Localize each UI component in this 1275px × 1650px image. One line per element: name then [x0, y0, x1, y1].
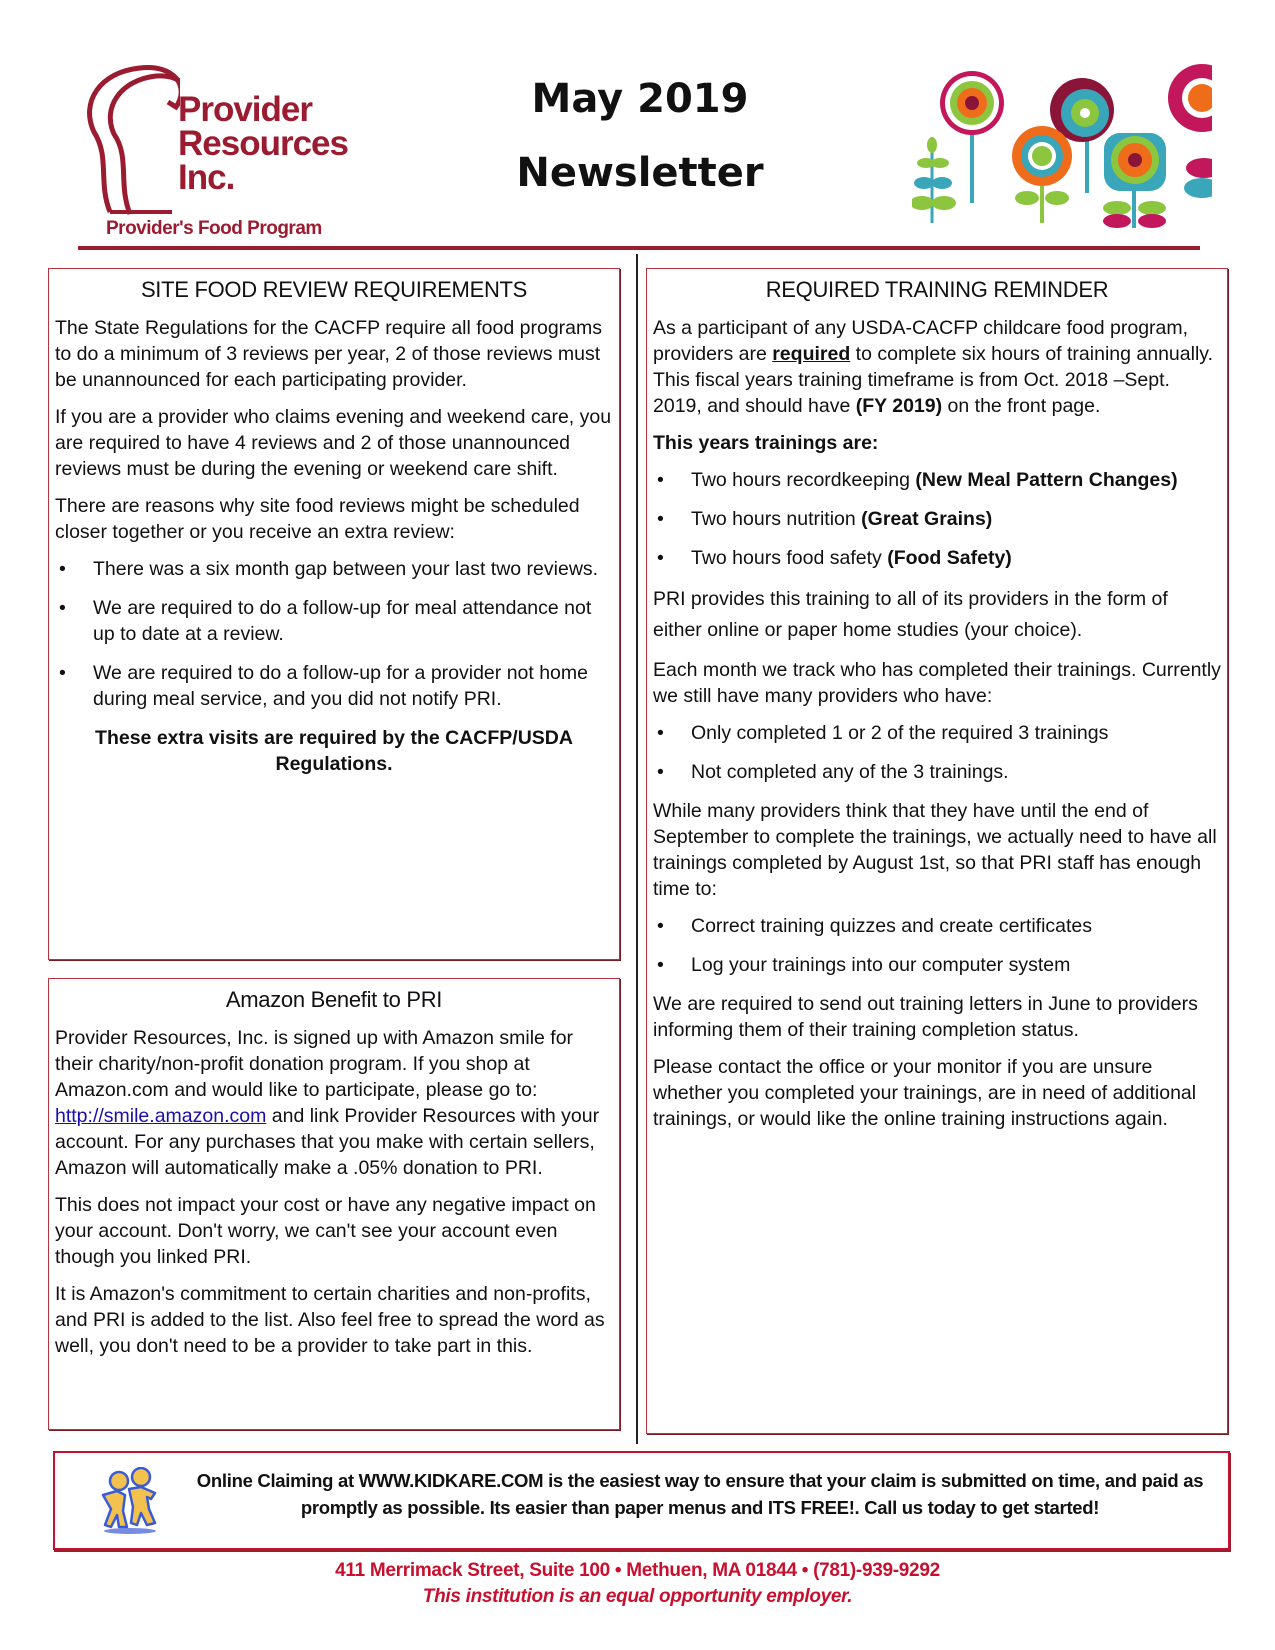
fy-emphasis: (FY 2019) [855, 395, 943, 417]
list-item: • We are required to do a follow-up for a provider not home during meal service, and you did not notify PRI. [59, 662, 588, 710]
column-divider [636, 254, 638, 1444]
training-paragraph: As a participant of any USDA-CACFP childcare food program, providers are required to complete six hours of training annually. This fiscal years training timeframe is from Oct. 2018 –Sept. 2019, and should have (FY 2019) on the front page. [653, 317, 1213, 417]
bullet-icon: • [657, 954, 664, 976]
site-review-heading: SITE FOOD REVIEW REQUIREMENTS [140, 277, 528, 302]
company-logo [80, 62, 380, 252]
completion-status-list [653, 720, 1221, 785]
list-item: • Not completed any of the 3 trainings. [657, 761, 1009, 783]
footer-equal-opportunity: This institution is an equal opportunity employer. [422, 1586, 853, 1607]
kidkare-banner [53, 1451, 1230, 1550]
trainings-list [653, 467, 1221, 571]
site-review-reasons-list [55, 556, 613, 712]
list-item: • Two hours food safety (Food Safety) [657, 547, 1012, 569]
training-paragraph: PRI provides this training to all of its providers in the form of either online or paper home studies (your choice). [653, 588, 1168, 641]
list-item: • We are required to do a follow-up for meal attendance not up to date at a review. [59, 597, 592, 645]
bullet-icon: • [657, 508, 664, 530]
amazon-heading: Amazon Benefit to PRI [225, 987, 443, 1012]
list-item: • Correct training quizzes and create certificates [657, 915, 1093, 937]
bullet-icon: • [59, 662, 66, 684]
amazon-smile-link[interactable]: http://smile.amazon.com [55, 1105, 267, 1127]
staff-tasks-list [653, 913, 1221, 978]
bread-slice-icon [80, 62, 180, 222]
training-paragraph: Each month we track who has completed their trainings. Currently we still have many providers who have: [653, 659, 1221, 707]
trainings-list-intro: This years trainings are: [653, 432, 879, 454]
amazon-paragraph: It is Amazon's commitment to certain charities and non-profits, and PRI is added to the list. Also feel free to spread the word as well, you don't need to be a provider to take part in this. [55, 1283, 605, 1357]
training-heading: REQUIRED TRAINING REMINDER [765, 277, 1109, 302]
logo-text-resources: Resources [178, 124, 348, 163]
site-review-closing: These extra visits are required by the CACFP/USDA Regulations. [95, 727, 573, 775]
training-paragraph: We are required to send out training letters in June to providers informing them of their training completion status. [653, 993, 1198, 1041]
bullet-icon: • [657, 547, 664, 569]
kidkare-promo-text: Online Claiming at WWW.KIDKARE.COM is the easiest way to ensure that your claim is submitted on time, and paid as promptly as possible. Its easier than paper menus and ITS FREE!. Call us today to get started! [196, 1470, 1204, 1518]
site-review-paragraph: The State Regulations for the CACFP require all food programs to do a minimum of 3 reviews per year, 2 of those reviews must be unannounced for each participating provider. [55, 317, 602, 391]
training-reminder-section [646, 268, 1228, 1434]
bullet-icon: • [59, 558, 66, 580]
site-review-paragraph: If you are a provider who claims evening and weekend care, you are required to have 4 reviews and 2 of those unannounced reviews must be during the evening or weekend care shift. [55, 406, 612, 480]
site-review-paragraph: There are reasons why site food reviews might be scheduled closer together or you receive an extra review: [55, 495, 580, 543]
logo-tagline: Provider's Food Program [106, 218, 322, 239]
newsletter-date: May 2019 [531, 76, 749, 122]
kidkare-children-icon [95, 1467, 165, 1535]
list-item: • There was a six month gap between your last two reviews. [59, 558, 599, 580]
amazon-benefit-section [48, 978, 620, 1430]
flowers-illustration-icon [912, 58, 1212, 228]
bullet-icon: • [657, 722, 664, 744]
required-emphasis: required [772, 343, 851, 365]
header-divider [78, 246, 1200, 250]
list-item: • Two hours recordkeeping (New Meal Pattern Changes) [657, 469, 1178, 491]
list-item: • Log your trainings into our computer system [657, 954, 1071, 976]
footer-address: 411 Merrimack Street, Suite 100 • Methuen, MA 01844 • (781)-939-9292 [335, 1560, 940, 1581]
amazon-paragraph: Provider Resources, Inc. is signed up with Amazon smile for their charity/non-profit donation program. If you shop at Amazon.com and would like to participate, please go to: http://smile.amazon.com and link Provider Resources with your account. For any purchases that you make with certain sellers, Amazon will automatically make a .05% donation to PRI. [55, 1027, 600, 1179]
logo-text-provider: Provider [178, 90, 312, 129]
amazon-paragraph: This does not impact your cost or have any negative impact on your account. Don't worry, we can't see your account even though you linked PRI. [55, 1194, 596, 1268]
training-paragraph: Please contact the office or your monitor if you are unsure whether you completed your trainings, are in need of additional trainings, or would like the online training instructions again. [653, 1056, 1197, 1130]
list-item: • Two hours nutrition (Great Grains) [657, 508, 993, 530]
bullet-icon: • [657, 761, 664, 783]
site-food-review-section [48, 268, 620, 960]
bullet-icon: • [59, 597, 66, 619]
list-item: • Only completed 1 or 2 of the required 3 trainings [657, 722, 1109, 744]
training-paragraph: While many providers think that they have until the end of September to complete the trainings, we actually need to have all trainings completed by August 1st, so that PRI staff has enough time to: [653, 800, 1217, 900]
bullet-icon: • [657, 915, 664, 937]
newsletter-title: Newsletter [516, 150, 764, 196]
logo-text-inc: Inc. [178, 158, 235, 197]
bullet-icon: • [657, 469, 664, 491]
